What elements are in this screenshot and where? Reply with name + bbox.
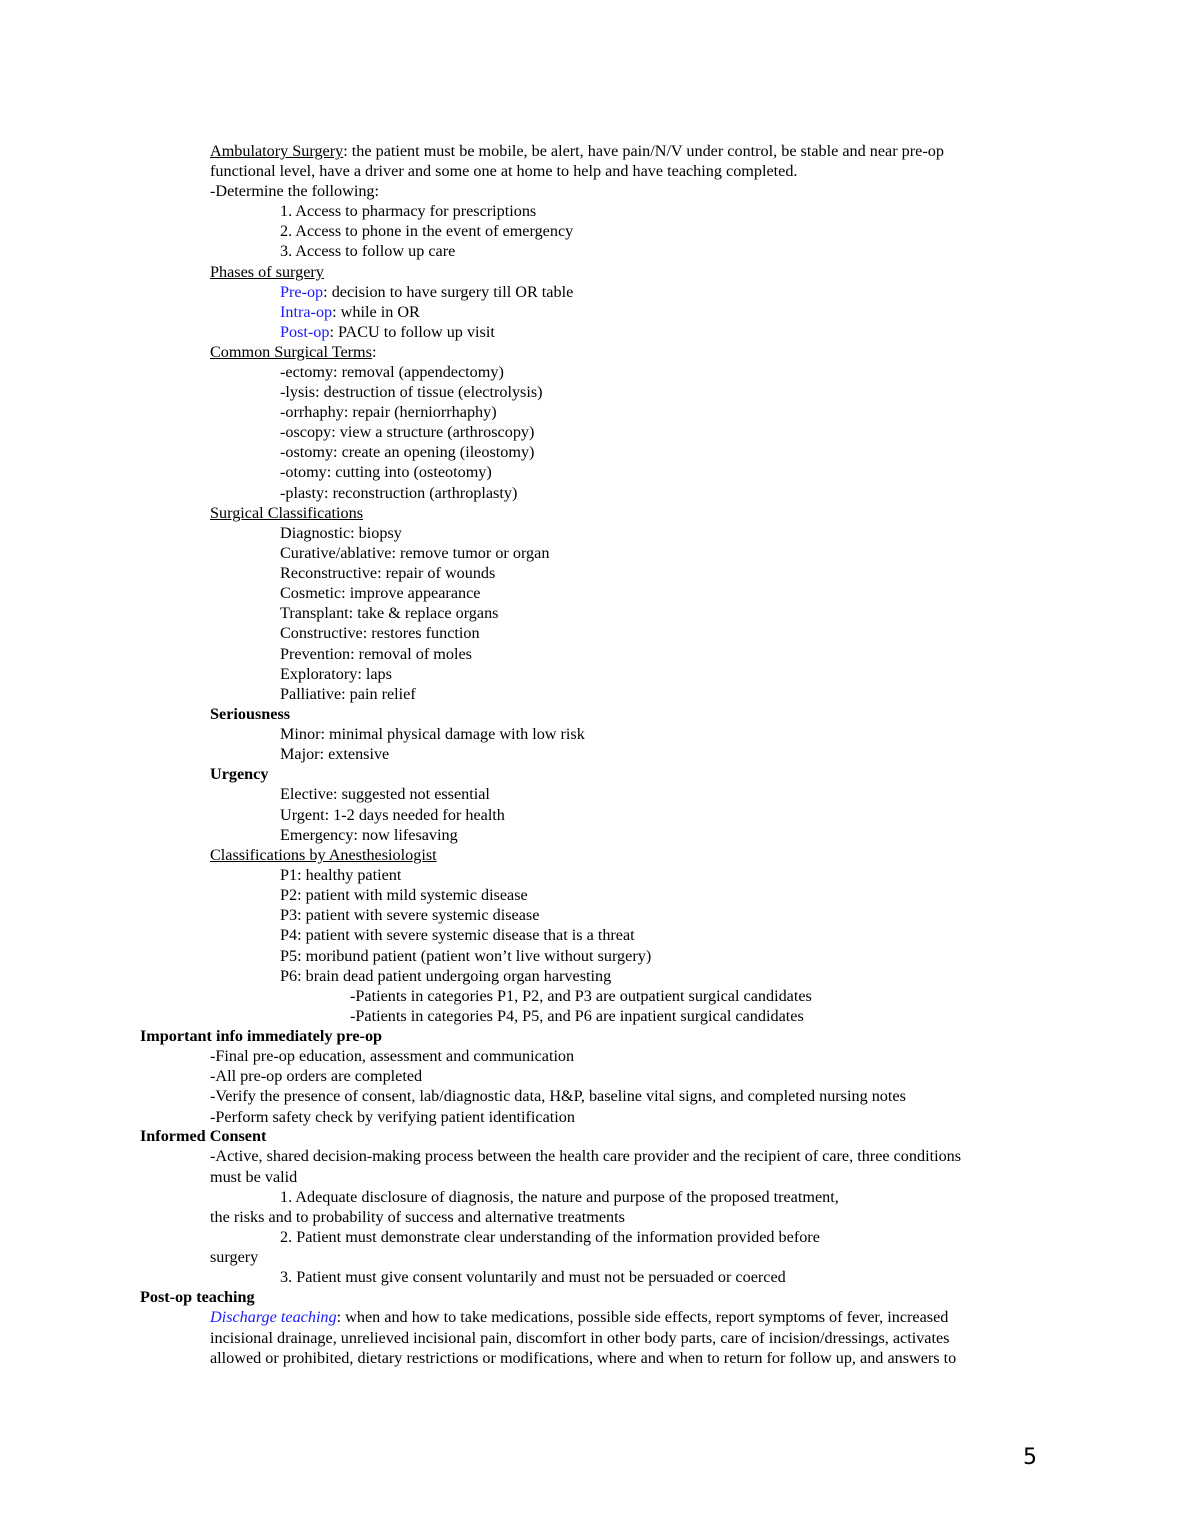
- list-item: Major: extensive: [280, 745, 390, 763]
- ambulatory-heading: Ambulatory Surgery: [210, 142, 344, 160]
- list-item: Palliative: pain relief: [280, 685, 416, 703]
- terms-heading-line: Common Surgical Terms:: [210, 343, 377, 361]
- consent-heading: Informed Consent: [140, 1127, 267, 1145]
- list-item: Cosmetic: improve appearance: [280, 584, 481, 602]
- determine-line: -Determine the following:: [210, 182, 380, 200]
- classifications-heading: Surgical Classifications: [210, 504, 364, 522]
- list-item: -plasty: reconstruction (arthroplasty): [280, 484, 518, 502]
- list-item: -ectomy: removal (appendectomy): [280, 363, 504, 381]
- phase-term: Intra-op: [280, 303, 333, 321]
- postop-line-3: allowed or prohibited, dietary restrictions or modifications, where and when to return for follow up, and answers to: [210, 1349, 957, 1367]
- list-item: -ostomy: create an opening (ileostomy): [280, 443, 535, 461]
- list-item: Exploratory: laps: [280, 665, 392, 683]
- consent-condition-1-cont: the risks and to probability of success and alternative treatments: [210, 1208, 625, 1226]
- preop-heading: Important info immediately pre-op: [140, 1027, 383, 1045]
- list-item: 1. Access to pharmacy for prescriptions: [280, 202, 537, 220]
- list-item: Reconstructive: repair of wounds: [280, 564, 496, 582]
- ambulatory-line-2: functional level, have a driver and some one at home to help and have teaching completed.: [210, 162, 798, 180]
- phases-heading: Phases of surgery: [210, 263, 324, 281]
- list-item: Transplant: take & replace organs: [280, 604, 499, 622]
- postop-line-2: incisional drainage, unrelieved incisional pain, discomfort in other body parts, care of incision/dressings, activates: [210, 1329, 950, 1347]
- phase-item: Post-op: PACU to follow up visit: [280, 323, 495, 341]
- seriousness-heading: Seriousness: [210, 705, 291, 723]
- urgency-heading: Urgency: [210, 765, 269, 783]
- list-item: -otomy: cutting into (osteotomy): [280, 463, 492, 481]
- page-number: 5: [1023, 1445, 1037, 1470]
- consent-line-2: must be valid: [210, 1168, 298, 1186]
- list-item: -Perform safety check by verifying patient identification: [210, 1108, 575, 1126]
- list-item: Elective: suggested not essential: [280, 785, 490, 803]
- list-item: P6: brain dead patient undergoing organ harvesting: [280, 967, 612, 985]
- consent-condition-1: 1. Adequate disclosure of diagnosis, the nature and purpose of the proposed treatment,: [280, 1188, 839, 1206]
- anesthesiologist-heading: Classifications by Anesthesiologist: [210, 846, 437, 864]
- list-item: Urgent: 1-2 days needed for health: [280, 806, 505, 824]
- postop-heading: Post-op teaching: [140, 1288, 255, 1306]
- list-item: -Final pre-op education, assessment and communication: [210, 1047, 575, 1065]
- consent-line-1: -Active, shared decision-making process between the health care provider and the recipient of care, three conditions: [210, 1147, 962, 1165]
- phase-item: Pre-op: decision to have surgery till OR table: [280, 283, 574, 301]
- phase-term: Post-op: [280, 323, 330, 341]
- list-item: Prevention: removal of moles: [280, 645, 472, 663]
- consent-condition-3: 3. Patient must give consent voluntarily and must not be persuaded or coerced: [280, 1268, 786, 1286]
- list-item: P3: patient with severe systemic disease: [280, 906, 540, 924]
- list-item: P5: moribund patient (patient won’t live without surgery): [280, 947, 652, 965]
- list-item: P2: patient with mild systemic disease: [280, 886, 528, 904]
- list-item: -orrhaphy: repair (herniorrhaphy): [280, 403, 497, 421]
- postop-line-1: Discharge teaching: when and how to take medications, possible side effects, report symptoms of fever, increased: [210, 1308, 949, 1326]
- list-item: -Patients in categories P4, P5, and P6 are inpatient surgical candidates: [350, 1007, 804, 1025]
- list-item: Diagnostic: biopsy: [280, 524, 402, 542]
- list-item: Emergency: now lifesaving: [280, 826, 458, 844]
- ambulatory-line-1: Ambulatory Surgery: the patient must be mobile, be alert, have pain/N/V under control, be stable and near pre-op: [210, 142, 944, 160]
- list-item: -Verify the presence of consent, lab/diagnostic data, H&P, baseline vital signs, and completed nursing notes: [210, 1087, 906, 1105]
- list-item: Constructive: restores function: [280, 624, 480, 642]
- list-item: P1: healthy patient: [280, 866, 402, 884]
- list-item: 2. Access to phone in the event of emergency: [280, 222, 574, 240]
- terms-heading: Common Surgical Terms: [210, 343, 372, 361]
- list-item: P4: patient with severe systemic disease that is a threat: [280, 926, 635, 944]
- list-item: Curative/ablative: remove tumor or organ: [280, 544, 550, 562]
- discharge-teaching-term: Discharge teaching: [210, 1308, 337, 1326]
- consent-condition-2-cont: surgery: [210, 1248, 259, 1266]
- phase-item: Intra-op: while in OR: [280, 303, 420, 321]
- consent-condition-2: 2. Patient must demonstrate clear understanding of the information provided before: [280, 1228, 820, 1246]
- list-item: 3. Access to follow up care: [280, 242, 456, 260]
- list-item: -All pre-op orders are completed: [210, 1067, 423, 1085]
- list-item: -oscopy: view a structure (arthroscopy): [280, 423, 535, 441]
- list-item: Minor: minimal physical damage with low risk: [280, 725, 585, 743]
- list-item: -Patients in categories P1, P2, and P3 are outpatient surgical candidates: [350, 987, 812, 1005]
- list-item: -lysis: destruction of tissue (electrolysis): [280, 383, 543, 401]
- phase-term: Pre-op: [280, 283, 324, 301]
